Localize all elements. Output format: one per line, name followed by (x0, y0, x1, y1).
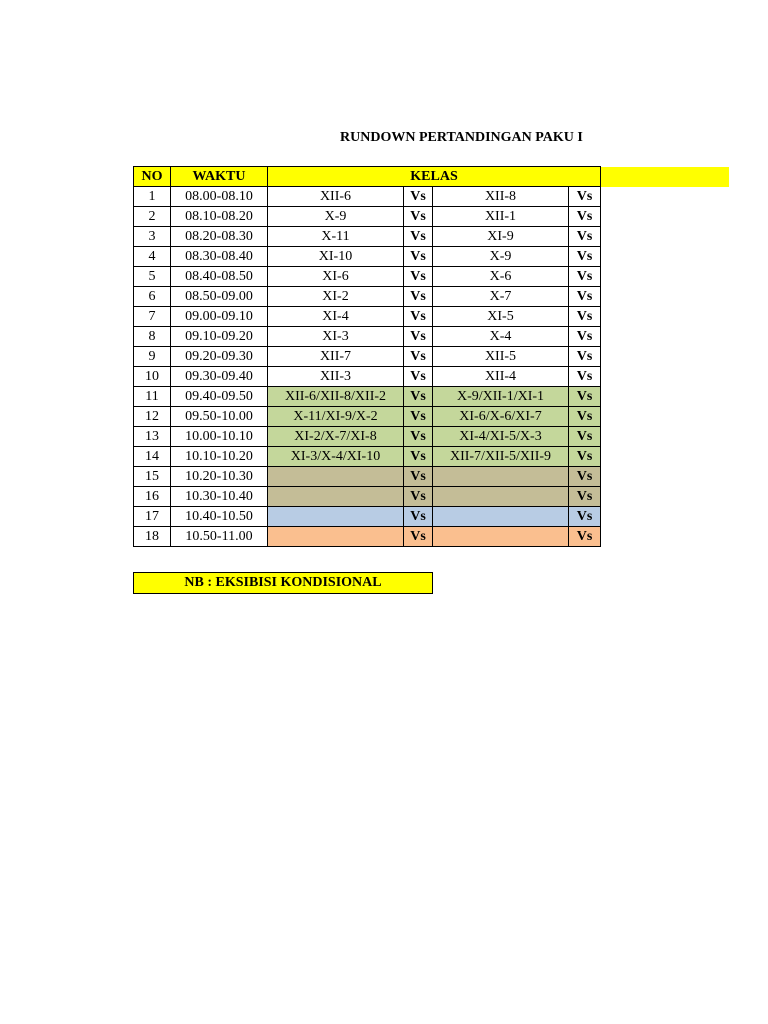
cell-team-a: XI-2 (268, 287, 404, 307)
cell-waktu: 09.40-09.50 (171, 387, 268, 407)
cell-vs: Vs (404, 507, 433, 527)
cell-vs: Vs (569, 487, 601, 507)
cell-vs: Vs (404, 407, 433, 427)
cell-team-b (433, 487, 569, 507)
cell-vs: Vs (404, 307, 433, 327)
cell-no: 11 (134, 387, 171, 407)
cell-waktu: 08.30-08.40 (171, 247, 268, 267)
cell-waktu: 08.20-08.30 (171, 227, 268, 247)
table-row (134, 307, 601, 327)
cell-vs: Vs (569, 227, 601, 247)
cell-team-a: XI-2/X-7/XI-8 (268, 427, 404, 447)
cell-team-b: XII-4 (433, 367, 569, 387)
rundown-table (133, 166, 601, 547)
cell-no: 6 (134, 287, 171, 307)
cell-team-a: XI-6 (268, 267, 404, 287)
cell-team-a: XII-7 (268, 347, 404, 367)
cell-team-b: X-6 (433, 267, 569, 287)
cell-vs: Vs (404, 367, 433, 387)
cell-vs: Vs (404, 467, 433, 487)
cell-no: 5 (134, 267, 171, 287)
table-row (134, 467, 601, 487)
cell-waktu: 10.10-10.20 (171, 447, 268, 467)
cell-vs: Vs (569, 507, 601, 527)
cell-team-a: XII-3 (268, 367, 404, 387)
cell-waktu: 08.10-08.20 (171, 207, 268, 227)
cell-waktu: 08.00-08.10 (171, 187, 268, 207)
cell-vs: Vs (404, 447, 433, 467)
table-row (134, 367, 601, 387)
cell-team-a: XII-6 (268, 187, 404, 207)
cell-team-b: X-9 (433, 247, 569, 267)
table-row (134, 327, 601, 347)
cell-no: 13 (134, 427, 171, 447)
cell-no: 4 (134, 247, 171, 267)
cell-team-a: X-9 (268, 207, 404, 227)
cell-team-a: XI-3/X-4/XI-10 (268, 447, 404, 467)
table-row (134, 227, 601, 247)
cell-vs: Vs (569, 267, 601, 287)
cell-team-b: X-9/XII-1/XI-1 (433, 387, 569, 407)
cell-waktu: 10.30-10.40 (171, 487, 268, 507)
cell-waktu: 10.20-10.30 (171, 467, 268, 487)
cell-team-a: XI-3 (268, 327, 404, 347)
cell-team-a: X-11/XI-9/X-2 (268, 407, 404, 427)
cell-no: 9 (134, 347, 171, 367)
cell-team-b: XI-6/X-6/XI-7 (433, 407, 569, 427)
table-row (134, 427, 601, 447)
cell-waktu: 09.30-09.40 (171, 367, 268, 387)
cell-vs: Vs (569, 387, 601, 407)
cell-vs: Vs (569, 207, 601, 227)
header-highlight-strip (599, 167, 729, 187)
cell-team-a: XI-10 (268, 247, 404, 267)
cell-team-b: XI-9 (433, 227, 569, 247)
cell-no: 1 (134, 187, 171, 207)
cell-waktu: 10.00-10.10 (171, 427, 268, 447)
cell-no: 2 (134, 207, 171, 227)
table-row (134, 287, 601, 307)
cell-vs: Vs (569, 447, 601, 467)
cell-waktu: 09.50-10.00 (171, 407, 268, 427)
table-row (134, 447, 601, 467)
cell-vs: Vs (404, 427, 433, 447)
cell-vs: Vs (569, 407, 601, 427)
table-header-row (134, 167, 601, 187)
table-row (134, 387, 601, 407)
cell-waktu: 08.40-08.50 (171, 267, 268, 287)
cell-vs: Vs (404, 387, 433, 407)
cell-team-a (268, 527, 404, 547)
cell-team-a (268, 507, 404, 527)
table-row (134, 187, 601, 207)
cell-team-a: XI-4 (268, 307, 404, 327)
cell-vs: Vs (569, 367, 601, 387)
cell-team-b: X-4 (433, 327, 569, 347)
header-waktu: WAKTU (171, 167, 268, 187)
cell-no: 12 (134, 407, 171, 427)
cell-vs: Vs (404, 287, 433, 307)
cell-team-a (268, 487, 404, 507)
cell-no: 18 (134, 527, 171, 547)
cell-vs: Vs (569, 327, 601, 347)
table-row (134, 487, 601, 507)
table-row (134, 507, 601, 527)
cell-team-b: XII-1 (433, 207, 569, 227)
cell-team-b: XI-4/XI-5/X-3 (433, 427, 569, 447)
table-row (134, 267, 601, 287)
page-title: RUNDOWN PERTANDINGAN PAKU I (340, 130, 583, 145)
table-row (134, 347, 601, 367)
cell-vs: Vs (404, 207, 433, 227)
cell-vs: Vs (404, 527, 433, 547)
note-box: NB : EKSIBISI KONDISIONAL (133, 572, 433, 594)
cell-vs: Vs (569, 427, 601, 447)
table-row (134, 207, 601, 227)
cell-no: 14 (134, 447, 171, 467)
cell-vs: Vs (404, 487, 433, 507)
header-no: NO (134, 167, 171, 187)
cell-vs: Vs (569, 527, 601, 547)
cell-team-a: XII-6/XII-8/XII-2 (268, 387, 404, 407)
cell-team-a: X-11 (268, 227, 404, 247)
cell-vs: Vs (569, 287, 601, 307)
cell-team-b: XII-7/XII-5/XII-9 (433, 447, 569, 467)
cell-vs: Vs (404, 267, 433, 287)
cell-vs: Vs (404, 187, 433, 207)
cell-no: 17 (134, 507, 171, 527)
cell-vs: Vs (404, 327, 433, 347)
cell-team-b (433, 467, 569, 487)
cell-vs: Vs (404, 227, 433, 247)
header-kelas: KELAS (268, 167, 601, 187)
cell-no: 7 (134, 307, 171, 327)
cell-team-b (433, 507, 569, 527)
cell-waktu: 10.40-10.50 (171, 507, 268, 527)
cell-waktu: 09.10-09.20 (171, 327, 268, 347)
cell-no: 10 (134, 367, 171, 387)
cell-team-b: XI-5 (433, 307, 569, 327)
cell-no: 3 (134, 227, 171, 247)
cell-waktu: 08.50-09.00 (171, 287, 268, 307)
cell-waktu: 09.20-09.30 (171, 347, 268, 367)
cell-vs: Vs (569, 307, 601, 327)
table-row (134, 407, 601, 427)
cell-vs: Vs (569, 467, 601, 487)
cell-team-a (268, 467, 404, 487)
cell-vs: Vs (404, 247, 433, 267)
table-row (134, 247, 601, 267)
cell-no: 16 (134, 487, 171, 507)
cell-team-b (433, 527, 569, 547)
cell-vs: Vs (569, 187, 601, 207)
cell-team-b: X-7 (433, 287, 569, 307)
cell-team-b: XII-5 (433, 347, 569, 367)
cell-vs: Vs (569, 347, 601, 367)
cell-team-b: XII-8 (433, 187, 569, 207)
table-row (134, 527, 601, 547)
cell-waktu: 10.50-11.00 (171, 527, 268, 547)
cell-no: 8 (134, 327, 171, 347)
cell-no: 15 (134, 467, 171, 487)
cell-waktu: 09.00-09.10 (171, 307, 268, 327)
cell-vs: Vs (569, 247, 601, 267)
cell-vs: Vs (404, 347, 433, 367)
